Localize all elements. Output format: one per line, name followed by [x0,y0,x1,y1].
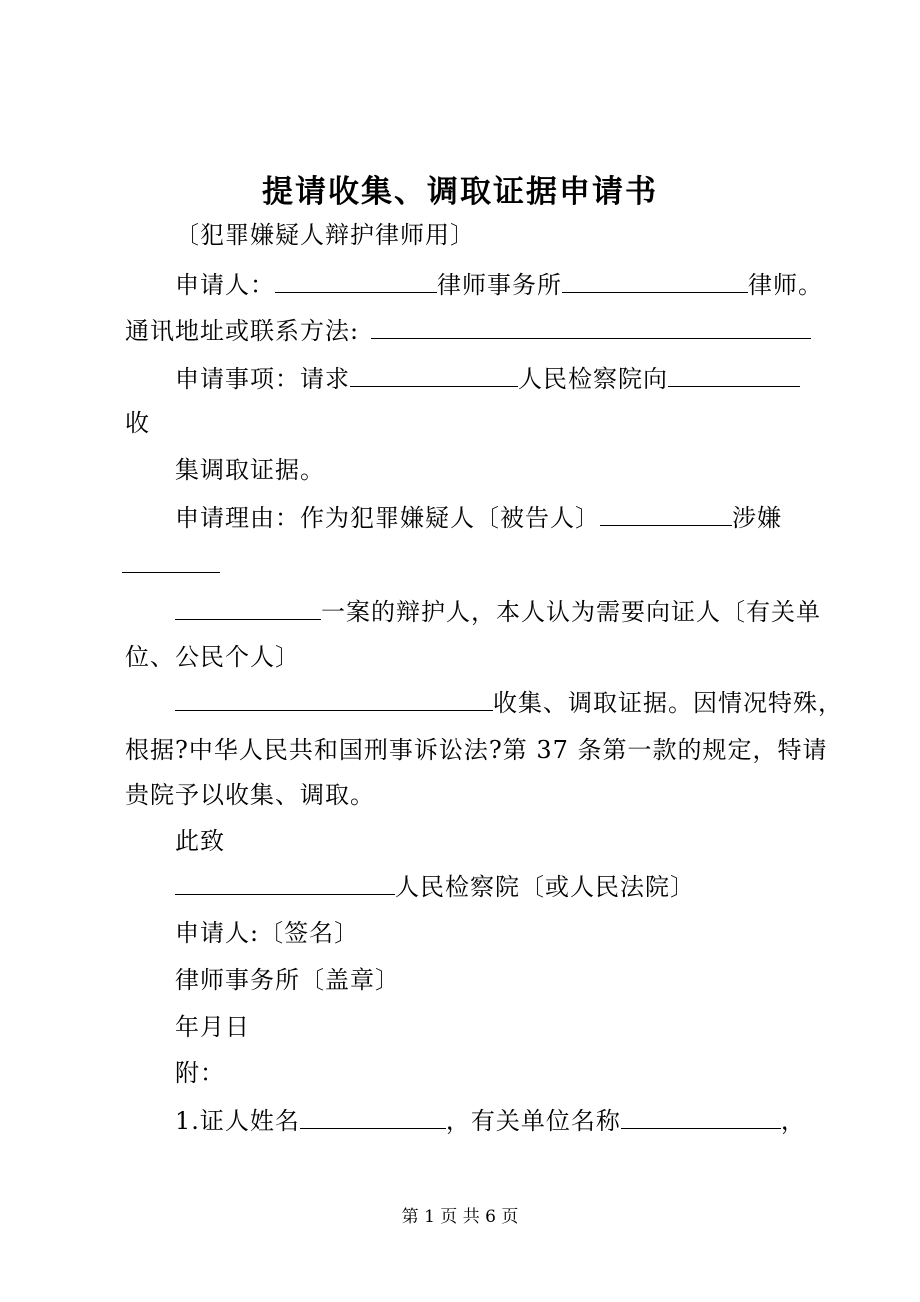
attachment-1-unit: ，有关单位名称 [445,1107,621,1135]
reason-units: 位、公民个人〕 [125,643,300,671]
sign-applicant: 申请人:〔签名〕 [175,919,360,947]
lawyer-blank [562,270,748,293]
attachment-1-line [175,1106,806,1136]
law-firm-label: 律师事务所 [437,271,562,299]
suspect-name-blank [600,503,732,526]
item-wrap: 收 [125,409,150,437]
recipient-line [175,872,695,902]
case-blank [175,597,321,620]
document-title: 提请收集、调取证据申请书 [262,174,658,210]
page-footer: 第 1 页 共 6 页 [401,1207,519,1227]
recipient: 人民检察院〔或人民法院〕 [395,873,695,901]
reason-case: 一案的辩护人，本人认为需要向证人〔有关单 [321,598,821,626]
procuratorate-blank [350,364,518,387]
reason-collect: 收集、调取证据。因情况特殊， [493,689,843,717]
item-continuation: 集调取证据。 [175,456,325,484]
unit-name-blank [621,1106,781,1129]
salutation: 此致 [175,827,225,855]
witness-blank [668,364,800,387]
reason-suspected: 涉嫌 [732,504,782,532]
sign-firm: 律师事务所〔盖章〕 [175,966,400,994]
item-line [175,364,800,394]
date-line: 年月日 [175,1013,250,1041]
charge-blank [122,550,220,573]
collect-line [175,688,843,718]
recipient-blank [175,872,395,895]
reason-law: 根据?中华人民共和国刑事诉讼法?第 37 条第一款的规定，特请 [125,736,828,764]
charge-line [122,550,220,580]
reason-end: 贵院予以收集、调取。 [125,781,375,809]
case-line [175,597,821,627]
applicant-label: 申请人： [175,271,275,299]
attachment-1-end: ， [780,1107,806,1135]
reason-label: 申请理由：作为犯罪嫌疑人〔被告人〕 [175,504,600,532]
applicant-blank [275,270,437,293]
reason-line [175,503,782,533]
attachment-label: 附： [175,1059,225,1087]
address-line [125,316,811,346]
collect-blank [175,688,493,711]
attachment-1-prefix: 1.证人姓名 [175,1107,300,1135]
item-procuratorate: 人民检察院向 [518,365,668,393]
item-label: 申请事项：请求 [175,365,350,393]
lawyer-label: 律师。 [748,271,823,299]
address-blank [371,316,811,339]
address-label: 通讯地址或联系方法: [125,317,360,345]
witness-name-blank [300,1106,446,1129]
subtitle: 〔犯罪嫌疑人辩护律师用〕 [175,221,475,249]
applicant-line [175,270,823,300]
